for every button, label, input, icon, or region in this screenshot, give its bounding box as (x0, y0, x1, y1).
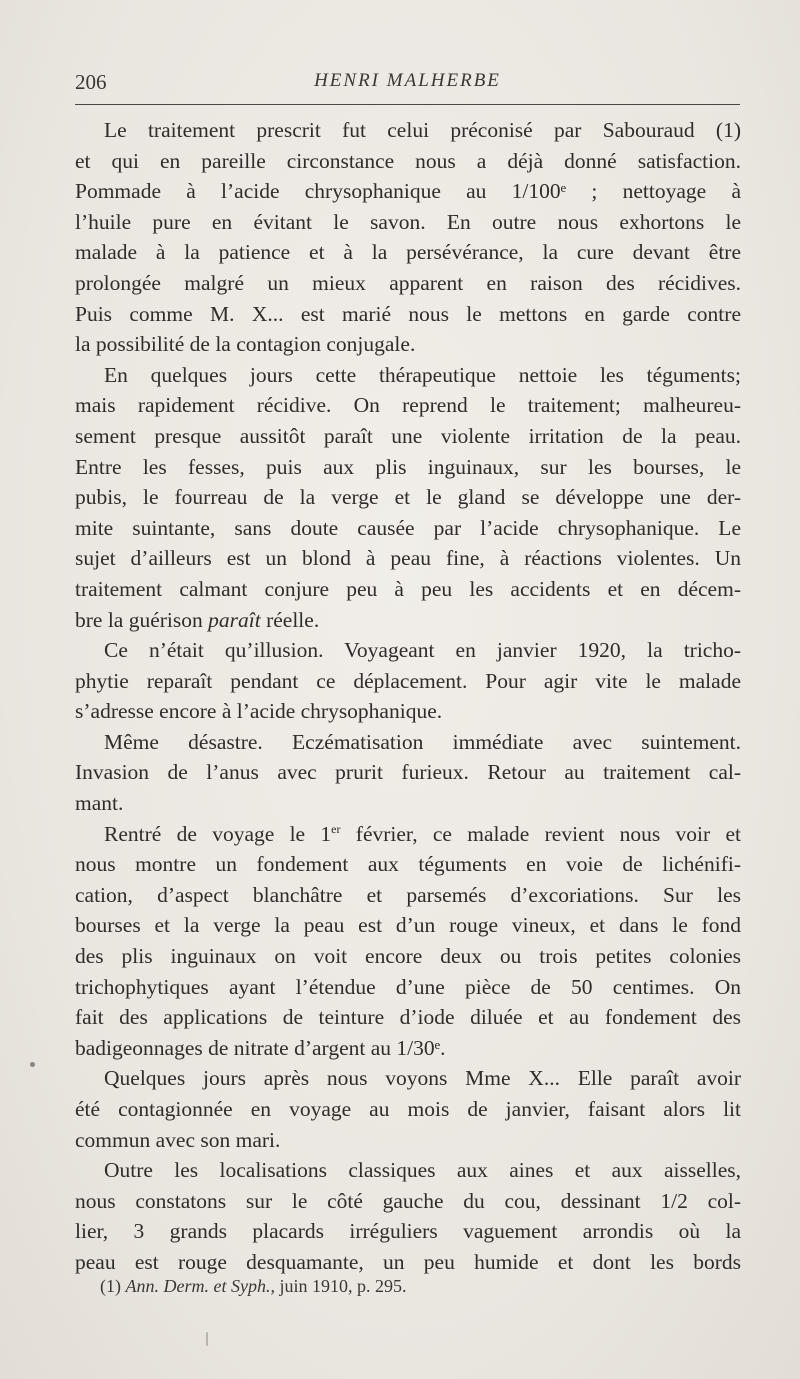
journal-title: Ann. Derm. et Syph., (125, 1276, 275, 1296)
text-run: février, ce malade revient nous voir et (340, 821, 742, 846)
text-line: mais rapidement récidive. On reprend le traitement; malheureu- (75, 393, 741, 418)
text-line: Invasion de l’anus avec prurit furieux. Retour au traitement cal- (75, 760, 741, 785)
paragraph-3 (75, 635, 741, 727)
text-line: commun avec son mari. (75, 1127, 281, 1152)
footnote-reference: juin 1910, p. 295. (274, 1276, 407, 1296)
text-line: sement presque aussitôt paraît une violente irritation de la peau. (75, 423, 741, 448)
text-run: bre la guérison (75, 607, 209, 632)
text-line: et qui en pareille circonstance nous a déjà donné satisfaction. (75, 148, 741, 173)
text-line: la possibilité de la contagion conjugale. (75, 332, 416, 357)
footnote (100, 1276, 720, 1297)
text-line (75, 819, 741, 850)
text-line: badigeonnages de nitrate d’argent au 1/30ᵉ. (75, 1035, 446, 1060)
text-line: trichophytiques ayant l’étendue d’une pièce de 50 centimes. On (75, 974, 741, 999)
page-header (75, 70, 740, 98)
text-line: lier, 3 grands placards irréguliers vaguement arrondis où la (75, 1219, 741, 1244)
text-line: Même désastre. Eczématisation immédiate avec suintement. (104, 729, 741, 754)
text-run: Rentré de voyage le 1 (104, 821, 332, 846)
text-line: Quelques jours après nous voyons Mme X... Elle paraît avoir (104, 1066, 741, 1091)
text-line: Pommade à l’acide chrysophanique au 1/100ᵉ ; nettoyage à (75, 179, 741, 204)
text-line: été contagionnée en voyage au mois de janvier, faisant alors lit (75, 1097, 741, 1121)
text-line: des plis inguinaux on voit encore deux ou trois petites colonies (75, 944, 741, 969)
text-line: nous montre un fondement aux téguments en voie de lichénifi- (75, 852, 741, 877)
text-line: nous constatons sur le côté gauche du cou, dessinant 1/2 col- (75, 1188, 741, 1213)
page-number: 206 (75, 70, 107, 94)
running-head: HENRI MALHERBE (314, 70, 501, 91)
header-rule (75, 104, 740, 105)
paragraph-1 (75, 115, 741, 360)
text-line (75, 605, 741, 636)
text-line: mite suintante, sans doute causée par l’acide chrysophanique. Le (75, 515, 741, 540)
italic-emphasis: paraît (208, 607, 261, 632)
text-line: Le traitement prescrit fut celui préconisé par Sabouraud (1) (104, 118, 741, 142)
paragraph-6 (75, 1063, 741, 1155)
text-line: traitement calmant conjure peu à peu les accidents et en décem- (75, 576, 741, 601)
text-line: cation, d’aspect blanchâtre et parsemés d’excoriations. Sur les (75, 882, 741, 907)
text-run: réelle. (260, 607, 320, 632)
text-line: mant. (75, 791, 124, 816)
text-line: s’adresse encore à l’acide chrysophanique. (75, 699, 443, 724)
paragraph-2 (75, 360, 741, 635)
text-line: Ce n’était qu’illusion. Voyageant en janvier 1920, la tricho- (104, 638, 741, 663)
text-line: prolongée malgré un mieux apparent en raison des récidives. (75, 270, 741, 295)
text-line: pubis, le fourreau de la verge et le gland se développe une der- (75, 485, 741, 510)
text-line: l’huile pure en évitant le savon. En outre nous exhortons le (75, 209, 741, 234)
text-line: sujet d’ailleurs est un blond à peau fine, à réactions violentes. Un (75, 546, 741, 571)
text-line: En quelques jours cette thérapeutique nettoie les téguments; (104, 362, 741, 387)
text-line: fait des applications de teinture d’iode diluée et au fondement des (75, 1005, 741, 1030)
text-line: Puis comme M. X... est marié nous le mettons en garde contre (75, 301, 741, 326)
paper-speck (30, 1062, 35, 1067)
text-line: malade à la patience et à la persévérance, la cure devant être (75, 240, 741, 265)
body-text (75, 115, 741, 1278)
superscript: er (331, 821, 341, 836)
paragraph-5 (75, 819, 741, 1064)
text-line: phytie reparaît pendant ce déplacement. Pour agir vite le malade (75, 668, 741, 693)
footnote-marker: (1) (100, 1276, 126, 1296)
paragraph-7 (75, 1155, 741, 1277)
paragraph-4 (75, 727, 741, 819)
text-line: bourses et la verge la peau est d’un rouge vineux, et dans le fond (75, 913, 741, 938)
text-line: Entre les fesses, puis aux plis inguinaux, sur les bourses, le (75, 454, 741, 479)
text-line: Outre les localisations classiques aux aines et aux aisselles, (104, 1158, 741, 1183)
paper-speck (206, 1332, 208, 1346)
text-line: peau est rouge desquamante, un peu humide et dont les bords (75, 1249, 741, 1274)
